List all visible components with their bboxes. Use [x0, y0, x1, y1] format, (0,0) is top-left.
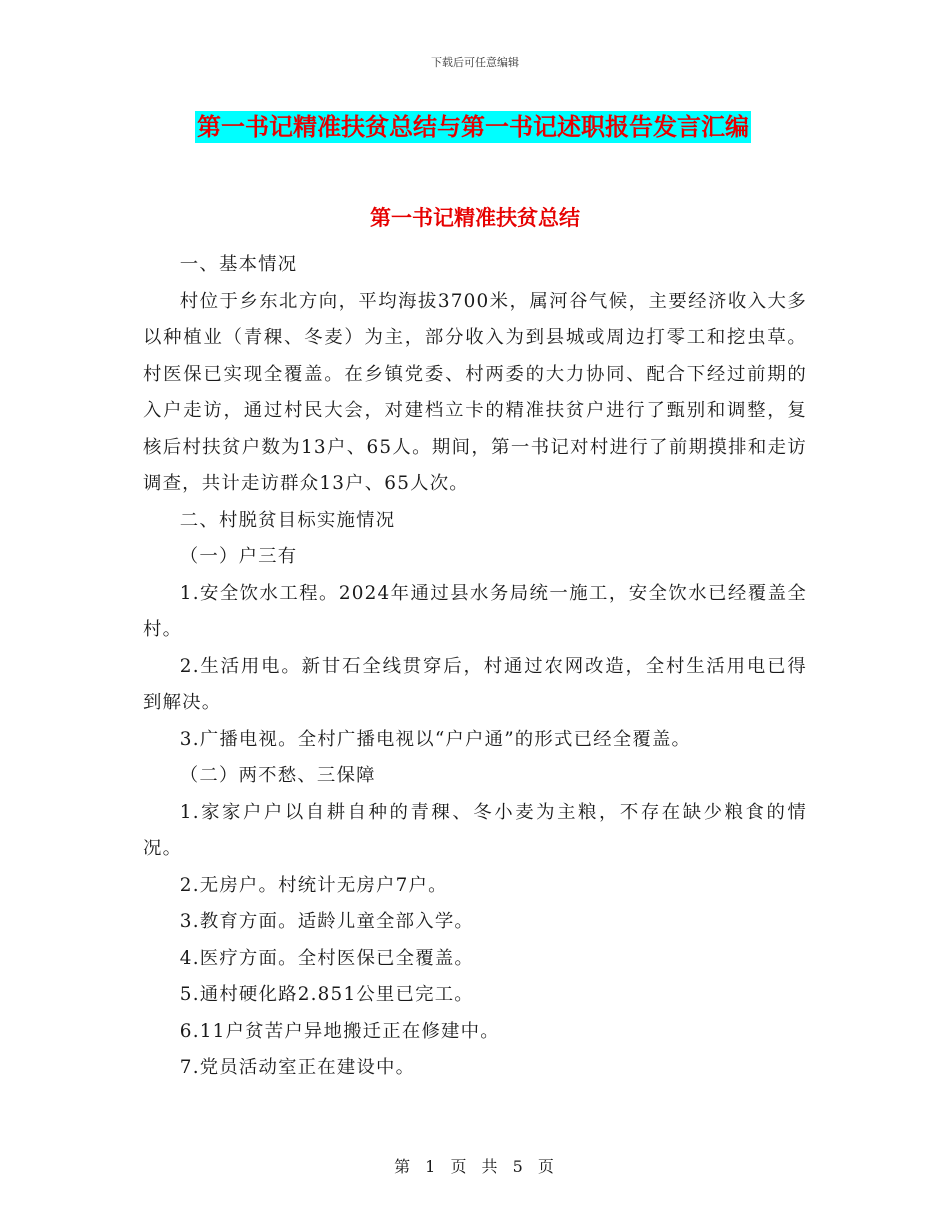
header-note: 下载后可任意编辑 — [431, 56, 519, 69]
paragraph-basic-situation: 村位于乡东北方向，平均海拔3700米，属河谷气候，主要经济收入大多以种植业（青稞、冬麦）为主，部分收入为到县城或周边打零工和挖虫草。村医保已实现全覆盖。在乡镇党委、村两委的大力协同、配合下经过前期的入户走访，通过村民大会，对建档立卡的精准扶贫户进行了甄别和调整，复核后村扶贫户数为13户、65人。期间，第一书记对村进行了前期摸排和走访调查，共计走访群众13户、65人次。 — [143, 290, 807, 494]
item-relocation: 6.11户贫苦户异地搬迁正在修建中。 — [179, 1020, 500, 1042]
item-drinking-water: 1.安全饮水工程。2024年通过县水务局统一施工，安全饮水已经覆盖全村。 — [143, 582, 807, 640]
item-party-room: 7.党员活动室正在建设中。 — [179, 1057, 416, 1078]
heading-poverty-goals: 二、村脱贫目标实施情况 — [179, 509, 396, 531]
item-electricity: 2.生活用电。新甘石全线贯穿后，村通过农网改造，全村生活用电已得到解决。 — [143, 655, 807, 713]
item-housing: 2.无房户。村统计无房户7户。 — [179, 874, 448, 896]
document-title: 第一书记精准扶贫总结与第一书记述职报告发言汇编 — [197, 112, 749, 141]
item-road: 5.通村硬化路2.851公里已完工。 — [179, 984, 474, 1005]
heading-basic-situation: 一、基本情况 — [179, 254, 298, 275]
item-grain: 1.家家户户以自耕自种的青稞、冬小麦为主粮，不存在缺少粮食的情况。 — [143, 801, 807, 859]
section-title: 第一书记精准扶贫总结 — [370, 205, 580, 230]
item-education: 3.教育方面。适龄儿童全部入学。 — [179, 911, 475, 932]
page-footer: 第 1 页 共 5 页 — [394, 1157, 556, 1176]
item-broadcast-tv: 3.广播电视。全村广播电视以“户户通”的形式已经全覆盖。 — [179, 728, 692, 750]
subheading-two-worries-three-guarantees: （二）两不愁、三保障 — [179, 765, 376, 786]
document-body — [143, 247, 807, 1087]
item-medical: 4.医疗方面。全村医保已全覆盖。 — [179, 947, 475, 969]
subheading-three-haves: （一）户三有 — [179, 546, 298, 567]
